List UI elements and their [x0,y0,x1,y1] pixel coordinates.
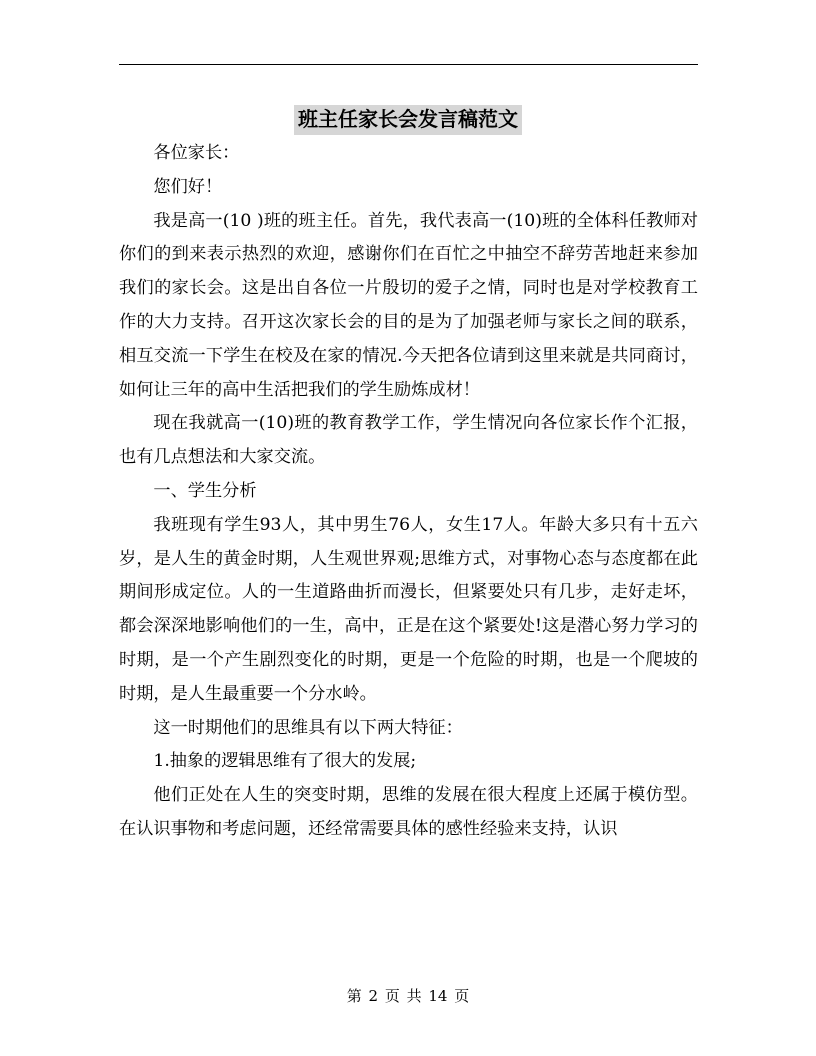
paragraph-thinking-features: 这一时期他们的思维具有以下两大特征： [153,717,463,738]
page-number-footer: 第 2 页 共 14 页 [346,987,470,1005]
list-item-feature-1: 1.抽象的逻辑思维有了很大的发展; [153,751,417,772]
paragraph-class-overview: 我班现有学生93人，其中男生76人，女生17人。年龄大多只有十五六岁，是人生的黄金时期，人生观世界观;思维方式，对事物心态与态度都在此期间形成定位。人的一生道路曲折而漫长，但紧要处只有几步，走好走坏，都会深深地影响他们的一生，高中，正是在这个紧要处!这是潜心努力学习的时期，是一个产生剧烈变化的时期，更是一个危险的时期，也是一个爬坡的时期，是人生最重要一个分水岭。 [119,514,698,704]
section-heading-student-analysis: 一、学生分析 [153,480,257,501]
header-rule [119,64,698,65]
paragraph-feature-1-detail: 他们正处在人生的突变时期，思维的发展在很大程度上还属于模仿型。在认识事物和考虑问题，还经常需要具体的感性经验来支持，认识 [119,785,698,839]
paragraph-salutation: 各位家长： [153,143,240,163]
paragraph-report-intro: 现在我就高一(10)班的教育教学工作，学生情况向各位家长作个汇报，也有几点想法和大家交流。 [119,413,698,468]
paragraph-greeting: 您们好！ [153,176,223,197]
document-title-wrapper [0,96,816,135]
document-title: 班主任家长会发言稿范文 [294,105,522,135]
document-body [119,137,698,847]
paragraph-introduction: 我是高一(10 )班的班主任。首先，我代表高一(10)班的全体科任教师对你们的到来表示热烈的欢迎，感谢你们在百忙之中抽空不辞劳苦地赶来参加我们的家长会。这是出自各位一片殷切的爱子之情，同时也是对学校教育工作的大力支持。召开这次家长会的目的是为了加强老师与家长之间的联系，相互交流一下学生在校及在家的情况.今天把各位请到这里来就是共同商讨，如何让三年的高中生活把我们的学生励炼成材！ [119,210,698,400]
